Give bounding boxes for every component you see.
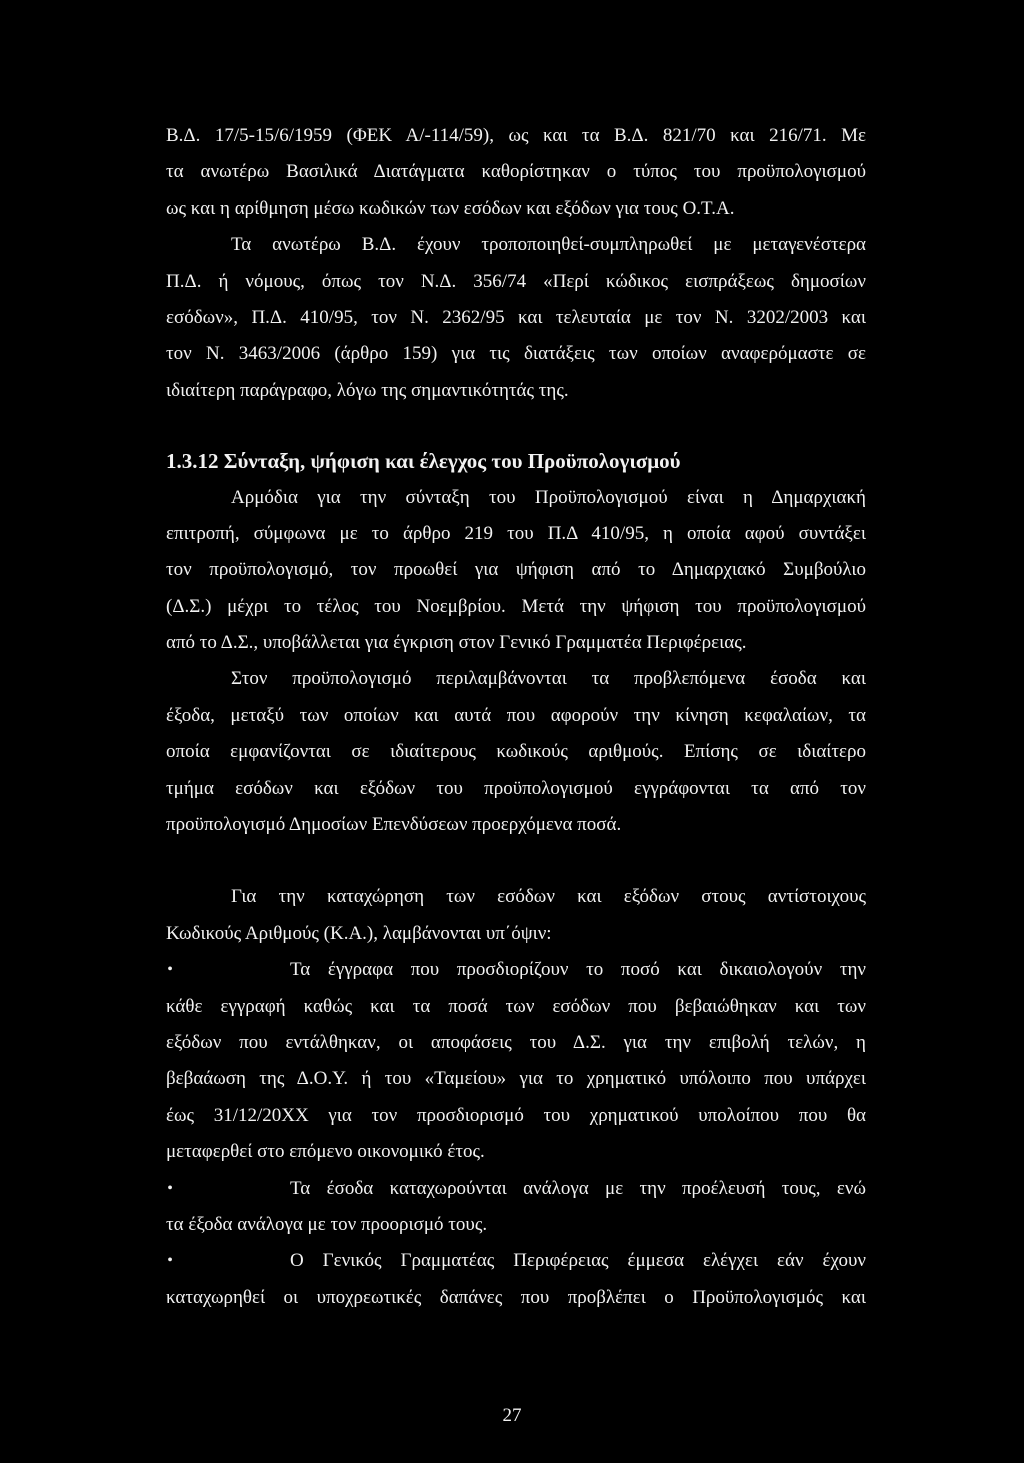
text-line: ως και η αρίθμηση μέσω κωδικών των εσόδων και εξόδων για τους Ο.Τ.Α.: [166, 197, 735, 219]
text-line: καταχωρηθεί οι υποχρεωτικές δαπάνες που προβλέπει ο Προϋπολογισμός και: [166, 1286, 866, 1308]
bullet-item-1: [166, 952, 866, 1170]
text-line: τον προϋπολογισμό, τον προωθεί για ψήφιση από το Δημαρχιακό Συμβούλιο: [166, 559, 866, 581]
bullet-first-line: [166, 952, 866, 988]
bullet-first-line: [166, 1171, 866, 1207]
text-line: Στον προϋπολογισμό περιλαμβάνονται τα προβλεπόμενα έσοδα και: [231, 668, 866, 690]
text-line: Β.Δ. 17/5-15/6/1959 (ΦΕΚ Α/-114/59), ως και τα Β.Δ. 821/70 και 216/71. Με: [166, 125, 866, 146]
text-line: τον Ν. 3463/2006 (άρθρο 159) για τις διατάξεις των οποίων αναφερόμαστε σε: [166, 343, 866, 365]
paragraph-2: [166, 227, 866, 409]
text-line: Αρμόδια για την σύνταξη του Προϋπολογισμού είναι η Δημαρχιακή: [231, 486, 866, 508]
paragraph-gap: [166, 843, 866, 879]
paragraph-3: [166, 480, 866, 662]
document-page: [166, 118, 866, 1316]
text-line: εξόδων που εντάλθηκαν, οι αποφάσεις του Δ.Σ. για την επιβολή τελών, η: [166, 1031, 866, 1053]
bullet-icon: •: [167, 961, 173, 979]
text-line: (Δ.Σ.) μέχρι το τέλος του Νοεμβρίου. Μετά την ψήφιση του προϋπολογισμού: [166, 595, 866, 617]
text-line: από το Δ.Σ., υποβάλλεται για έγκριση στον Γενικό Γραμματέα Περιφέρειας.: [166, 632, 747, 654]
bullet-item-3: [166, 1243, 866, 1316]
bullet-icon: •: [167, 1179, 173, 1197]
text-line: προϋπολογισμό Δημοσίων Επενδύσεων προερχόμενα ποσά.: [166, 814, 622, 836]
bullet-icon: •: [167, 1252, 173, 1270]
paragraph-5: [166, 879, 866, 952]
page-number: 27: [502, 1405, 522, 1426]
text-line: έξοδα, μεταξύ των οποίων και αυτά που αφορούν την κίνηση κεφαλαίων, τα: [166, 704, 866, 726]
bullet-text: Τα έσοδα καταχωρούνται ανάλογα με την προέλευσή τους, ενώ: [290, 1177, 866, 1199]
text-line: Κωδικούς Αριθμούς (Κ.Α.), λαμβάνονται υπ΄όψιν:: [166, 922, 552, 944]
paragraph-1: [166, 118, 866, 227]
section-heading: 1.3.12 Σύνταξη, ψήφιση και έλεγχος του Προϋπολογισμού: [166, 449, 681, 474]
text-line: κάθε εγγραφή καθώς και τα ποσά των εσόδων που βεβαιώθηκαν και των: [166, 995, 866, 1017]
text-line: έως 31/12/20ΧΧ για τον προσδιορισμό του χρηματικού υπολοίπου που θα: [166, 1104, 866, 1126]
text-line: Τα ανωτέρω Β.Δ. έχουν τροποποιηθεί-συμπληρωθεί με μεταγενέστερα: [231, 234, 866, 256]
bullet-item-2: [166, 1171, 866, 1244]
text-line: οποία εμφανίζονται σε ιδιαίτερους κωδικούς αριθμούς. Επίσης σε ιδιαίτερο: [166, 741, 866, 763]
text-line: επιτροπή, σύμφωνα με το άρθρο 219 του Π.Δ 410/95, η οποία αφού συντάξει: [166, 522, 866, 544]
bullet-text: Ο Γενικός Γραμματέας Περιφέρειας έμμεσα ελέγχει εάν έχουν: [290, 1250, 866, 1272]
bullet-first-line: [166, 1243, 866, 1279]
text-line: βεβαάωση της Δ.Ο.Υ. ή του «Ταμείου» για το χρηματικό υπόλοιπο που υπάρχει: [166, 1068, 866, 1090]
text-line: Π.Δ. ή νόμους, όπως τον Ν.Δ. 356/74 «Περί κώδικος εισπράξεως δημοσίων: [166, 270, 866, 292]
bullet-text: Τα έγγραφα που προσδιορίζουν το ποσό και δικαιολογούν την: [290, 959, 866, 981]
text-line: ιδιαίτερη παράγραφο, λόγω της σημαντικότητάς της.: [166, 379, 569, 401]
text-line: τμήμα εσόδων και εξόδων του προϋπολογισμού εγγράφονται τα από τον: [166, 777, 866, 799]
text-line: τα ανωτέρω Βασιλικά Διατάγματα καθορίστηκαν ο τύπος του προϋπολογισμού: [166, 161, 866, 183]
text-line: Για την καταχώρηση των εσόδων και εξόδων στους αντίστοιχους: [231, 886, 866, 908]
text-line: τα έξοδα ανάλογα με τον προορισμό τους.: [166, 1213, 488, 1235]
text-line: εσόδων», Π.Δ. 410/95, τον Ν. 2362/95 και τελευταία με τον Ν. 3202/2003 και: [166, 306, 866, 328]
text-line: μεταφερθεί στο επόμενο οικονομικό έτος.: [166, 1141, 485, 1163]
paragraph-4: [166, 661, 866, 843]
